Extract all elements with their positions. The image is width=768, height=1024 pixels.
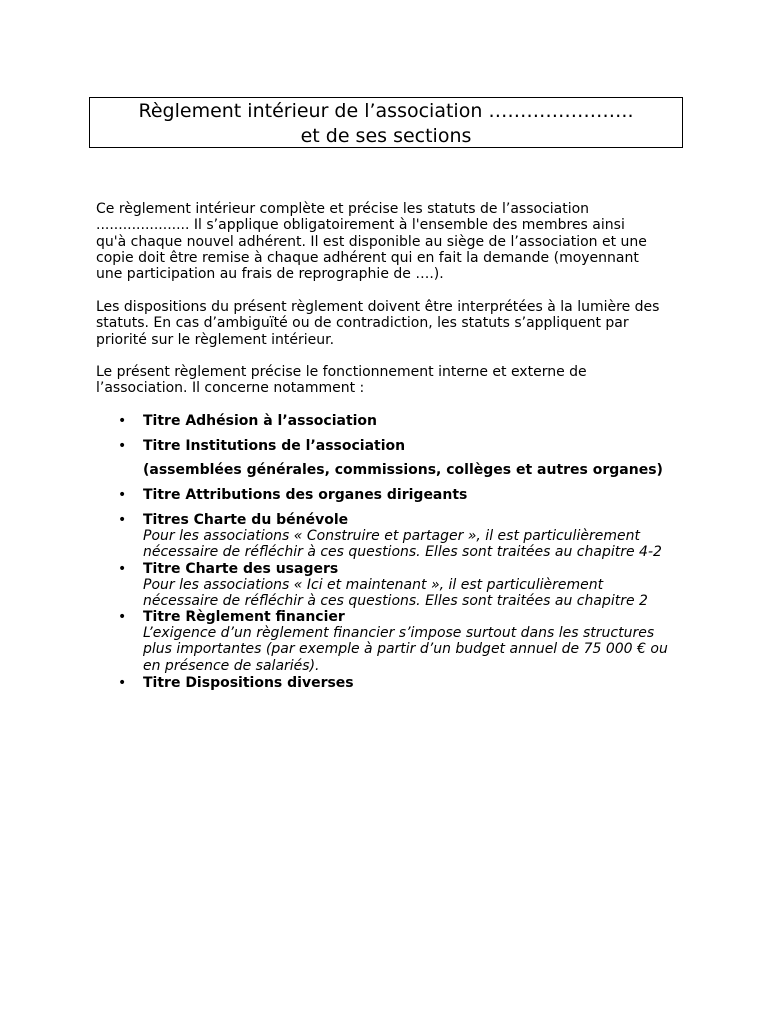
note-line: nécessaire de réfléchir à ces questions. Elles sont traitées au chapitre 4-2 xyxy=(143,544,662,561)
paragraph-line: qu'à chaque nouvel adhérent. Il est disponible au siège de l’association et une xyxy=(96,233,647,250)
list-item-title: Titres Charte du bénévole xyxy=(143,512,349,528)
paragraph-line: une participation au frais de reprographie de ….). xyxy=(96,266,444,283)
bullet-icon: • xyxy=(118,512,127,528)
interpretation-paragraph xyxy=(96,299,676,348)
note-line: nécessaire de réfléchir à ces questions. Elles sont traitées au chapitre 2 xyxy=(143,593,648,610)
document-title-line-1: Règlement intérieur de l’association ………………….. xyxy=(138,100,634,122)
document-title-box xyxy=(89,97,683,148)
intro-paragraph xyxy=(96,201,676,282)
list-item-title: Titre Adhésion à l’association xyxy=(143,413,378,429)
bullet-icon: • xyxy=(118,438,127,454)
list-item-title: Titre Dispositions diverses xyxy=(143,675,354,691)
scope-paragraph xyxy=(96,364,676,397)
paragraph-line: Le présent règlement précise le fonctionnement interne et externe de xyxy=(96,364,587,380)
list-item-note xyxy=(143,625,668,674)
bullet-icon: • xyxy=(118,561,127,577)
note-line: Pour les associations « Ici et maintenant », il est particulièrement xyxy=(143,577,604,593)
bullet-icon: • xyxy=(118,413,127,429)
bullet-icon: • xyxy=(118,675,127,691)
list-item-note xyxy=(143,577,648,610)
list-item-title: Titre Charte des usagers xyxy=(143,561,339,577)
list-item-title: Titre Institutions de l’association xyxy=(143,438,406,454)
note-line: en présence de salariés). xyxy=(143,657,320,674)
list-item-title: Titre Règlement financier xyxy=(143,609,345,625)
paragraph-line: priorité sur le règlement intérieur. xyxy=(96,331,335,348)
paragraph-line: statuts. En cas d’ambiguïté ou de contradiction, les statuts s’appliquent par xyxy=(96,315,629,332)
list-item-note xyxy=(143,528,662,561)
paragraph-line: Les dispositions du présent règlement doivent être interprétées à la lumière des xyxy=(96,299,660,315)
document-title-line-2: et de ses sections xyxy=(300,125,472,147)
paragraph-line: copie doit être remise à chaque adhérent qui en fait la demande (moyennant xyxy=(96,249,639,266)
bullet-icon: • xyxy=(118,609,127,625)
list-item-subtitle: (assemblées générales, commissions, collèges et autres organes) xyxy=(143,462,663,478)
note-line: L’exigence d’un règlement financier s’impose surtout dans les structures xyxy=(143,625,655,641)
bullet-icon: • xyxy=(118,487,127,503)
paragraph-line: ..................... Il s’applique obligatoirement à l'ensemble des membres ainsi xyxy=(96,217,625,234)
paragraph-line: l’association. Il concerne notamment : xyxy=(96,380,365,397)
list-item-title: Titre Attributions des organes dirigeants xyxy=(143,487,468,503)
paragraph-line: Ce règlement intérieur complète et précise les statuts de l’association xyxy=(96,201,590,217)
note-line: plus importantes (par exemple à partir d’un budget annuel de 75 000 € ou xyxy=(143,641,668,658)
note-line: Pour les associations « Construire et partager », il est particulièrement xyxy=(143,528,640,544)
